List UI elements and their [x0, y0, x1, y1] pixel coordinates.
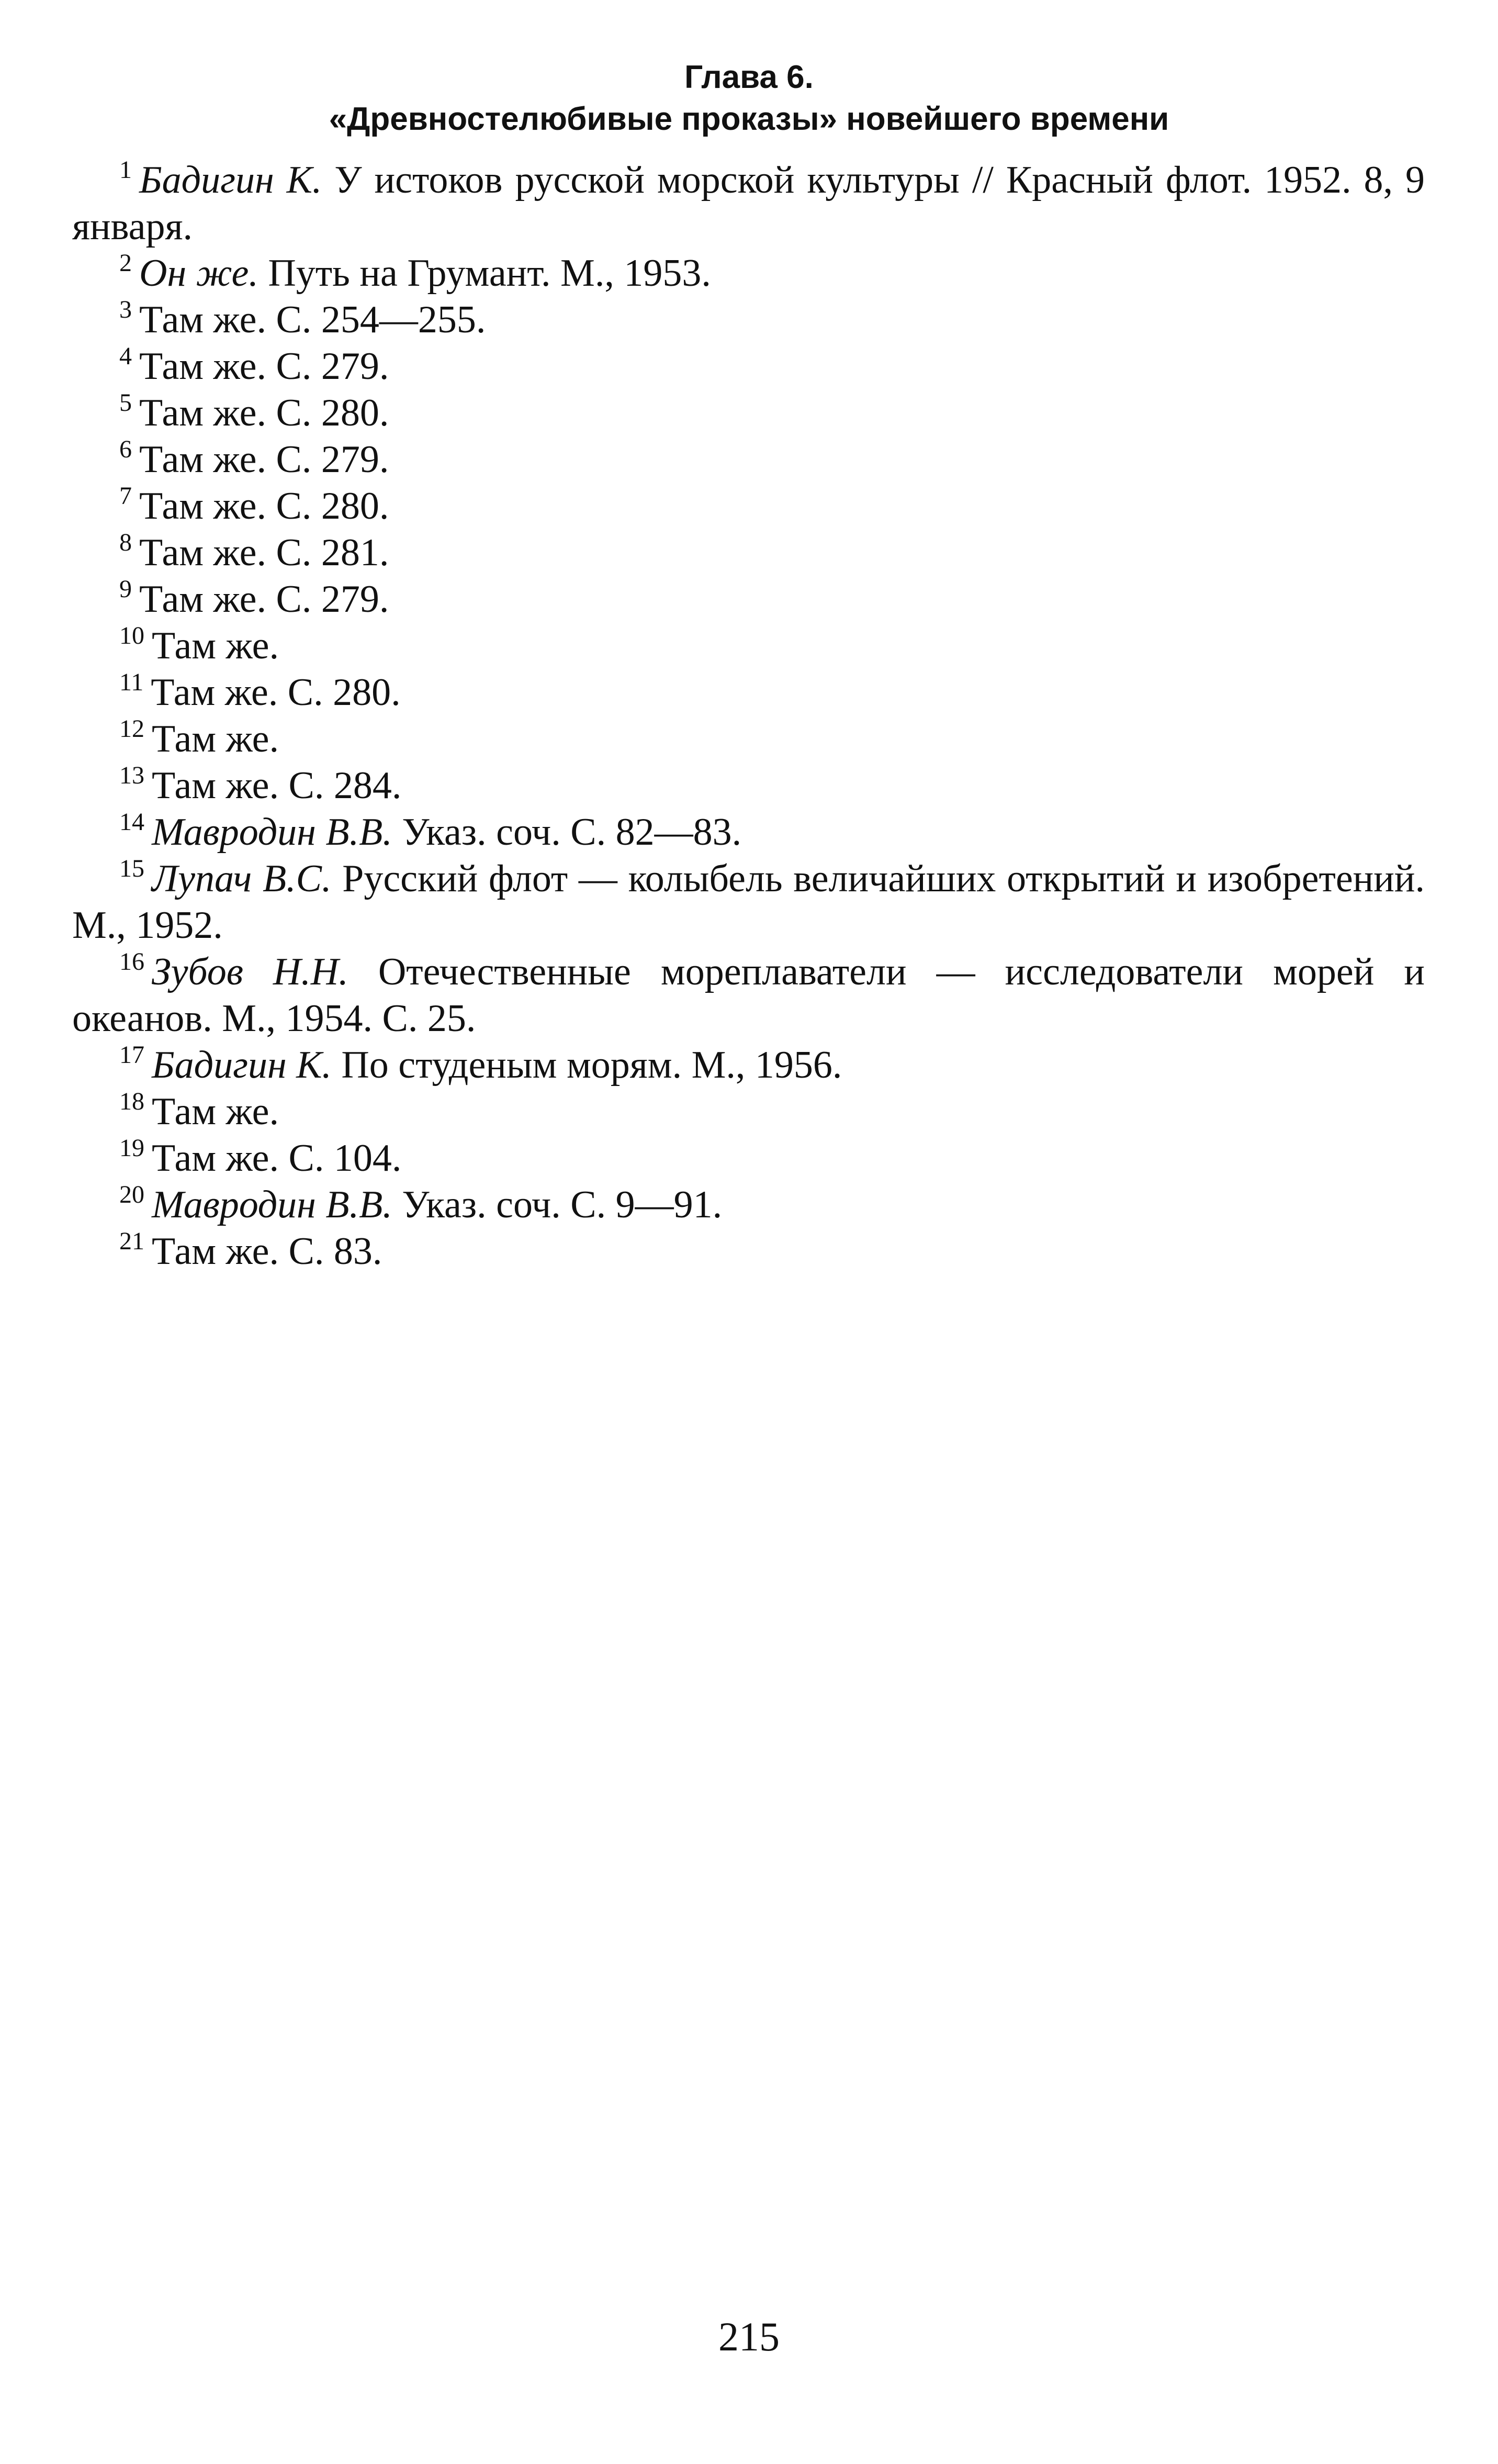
endnote — [72, 576, 1425, 623]
note-text: Там же. — [152, 1090, 279, 1133]
note-text: Путь на Грумант. М., 1953. — [258, 252, 711, 295]
note-author: Бадигин К. — [152, 1044, 332, 1087]
endnote — [72, 343, 1425, 390]
note-author: Лупач В.С. — [152, 857, 332, 900]
note-text: Отечественные мореплаватели — исследователи морей и океанов. М., 1954. С. 25. — [72, 950, 1425, 1040]
endnote — [72, 809, 1425, 856]
note-number: 3 — [119, 296, 132, 323]
note-number: 17 — [119, 1041, 144, 1069]
note-author: Мавродин В.В. — [152, 811, 392, 854]
note-number: 9 — [119, 575, 132, 603]
note-text: Там же. С. 254—255. — [139, 298, 486, 341]
note-number: 19 — [119, 1134, 144, 1162]
endnote — [72, 1042, 1425, 1089]
note-text: Там же. С. 83. — [152, 1230, 382, 1273]
note-text: Там же. С. 281. — [139, 531, 389, 574]
endnote — [72, 483, 1425, 530]
note-text: Там же. С. 279. — [139, 438, 389, 481]
note-text: Там же. С. 279. — [139, 578, 389, 621]
endnote — [72, 669, 1425, 716]
note-number: 20 — [119, 1181, 144, 1208]
note-number: 13 — [119, 761, 144, 789]
endnote — [72, 297, 1425, 343]
endnote — [72, 157, 1425, 250]
endnote — [72, 763, 1425, 809]
note-author: Мавродин В.В. — [152, 1183, 392, 1226]
note-number: 18 — [119, 1088, 144, 1115]
note-number: 8 — [119, 529, 132, 556]
endnote — [72, 436, 1425, 483]
chapter-number: Глава 6. — [684, 59, 814, 95]
note-text: Там же. С. 104. — [152, 1137, 402, 1180]
note-text: Там же. С. 280. — [151, 671, 401, 714]
note-number: 6 — [119, 435, 132, 463]
note-text: Указ. соч. С. 9—91. — [392, 1183, 723, 1226]
note-text: Там же. С. 279. — [139, 345, 389, 388]
note-number: 2 — [119, 249, 132, 277]
note-number: 12 — [119, 715, 144, 743]
endnote — [72, 716, 1425, 763]
chapter-heading — [0, 57, 1498, 140]
endnote — [72, 949, 1425, 1042]
endnote — [72, 530, 1425, 576]
note-text: Русский флот — колыбель величайших открытий и изобретений. М., 1952. — [72, 857, 1425, 947]
note-number: 16 — [119, 948, 144, 976]
note-number: 11 — [119, 668, 144, 696]
note-author: Зубов Н.Н. — [152, 950, 348, 993]
endnote — [72, 390, 1425, 436]
note-number: 14 — [119, 808, 144, 836]
note-text: У истоков русской морской культуры // Красный флот. 1952. 8, 9 января. — [72, 159, 1425, 248]
endnote — [72, 1135, 1425, 1182]
note-number: 4 — [119, 342, 132, 370]
chapter-title: «Древностелюбивые проказы» новейшего времени — [329, 101, 1169, 137]
note-number: 5 — [119, 389, 132, 417]
endnote — [72, 250, 1425, 297]
note-author: Бадигин К. — [139, 159, 322, 201]
note-number: 7 — [119, 482, 132, 510]
note-number: 15 — [119, 855, 144, 882]
note-text: Там же. — [152, 718, 279, 760]
endnotes-list — [72, 157, 1425, 1275]
note-author: Он же. — [139, 252, 258, 295]
endnote — [72, 1228, 1425, 1275]
note-text: Там же. — [152, 624, 279, 667]
note-number: 21 — [119, 1227, 144, 1255]
endnote — [72, 1089, 1425, 1135]
note-number: 1 — [119, 156, 132, 184]
note-text: По студеным морям. М., 1956. — [331, 1044, 842, 1087]
note-text: Там же. С. 280. — [139, 391, 389, 434]
note-text: Указ. соч. С. 82—83. — [392, 811, 742, 854]
note-text: Там же. С. 280. — [139, 485, 389, 528]
endnote — [72, 623, 1425, 669]
note-number: 10 — [119, 622, 144, 649]
page-number: 215 — [718, 2314, 780, 2359]
endnote — [72, 1182, 1425, 1228]
endnote — [72, 856, 1425, 949]
note-text: Там же. С. 284. — [152, 764, 402, 807]
